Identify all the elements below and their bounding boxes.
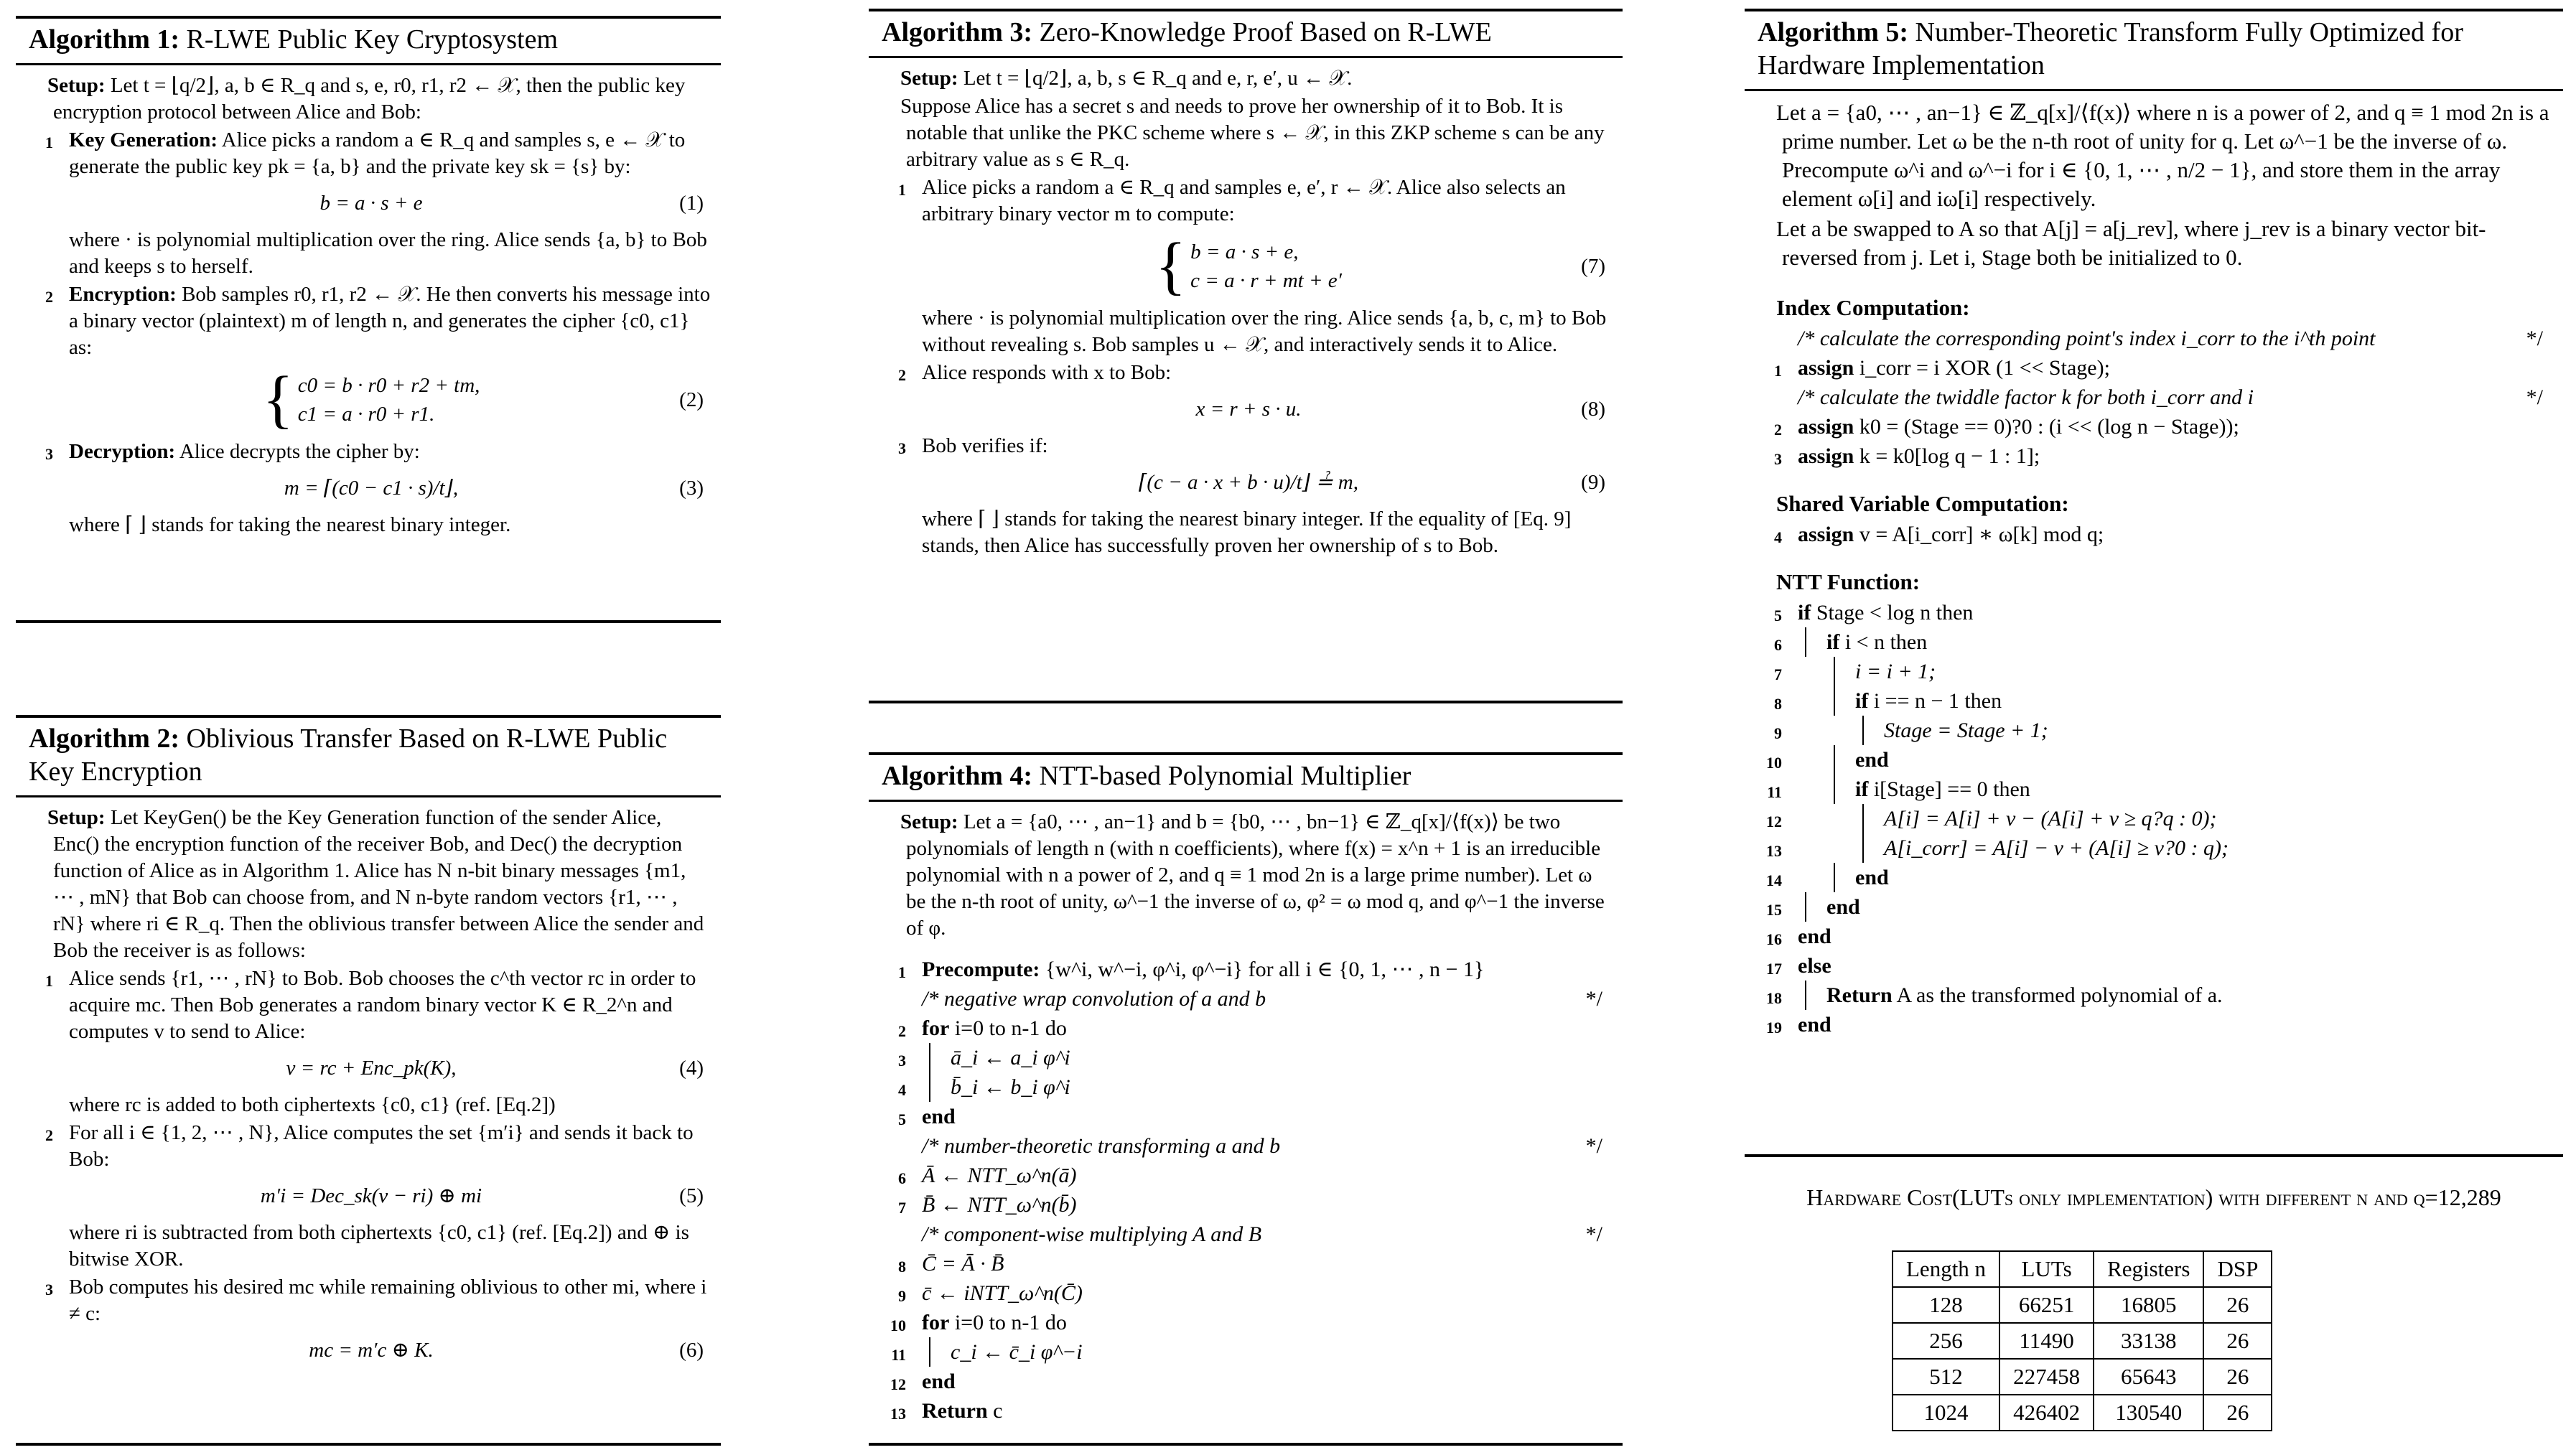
table-cell: 26 bbox=[2203, 1359, 2272, 1395]
code-text: C̄ = Ā · B̄ bbox=[922, 1252, 1004, 1276]
code-line bbox=[1760, 716, 2553, 745]
line-number: 15 bbox=[1766, 901, 1782, 919]
line-number: 12 bbox=[1766, 813, 1782, 831]
table-cell: 26 bbox=[2203, 1395, 2272, 1431]
alg5-shared-code bbox=[1760, 520, 2553, 549]
line-number: 6 bbox=[898, 1169, 906, 1187]
table-cell: 65643 bbox=[2094, 1359, 2203, 1395]
line-number: 10 bbox=[890, 1316, 906, 1334]
algorithm-4-header bbox=[869, 755, 1623, 802]
line-number: 2 bbox=[1774, 421, 1782, 439]
algorithm-5-header bbox=[1745, 11, 2563, 91]
line-number: 13 bbox=[890, 1405, 906, 1423]
equation-6 bbox=[32, 1337, 711, 1364]
equation-3-body: m = ⌈(c0 − c1 · s)/t⌋, bbox=[284, 477, 459, 500]
code-text: i_corr = i XOR (1 << Stage); bbox=[1854, 356, 2110, 380]
alg2-setup bbox=[32, 805, 711, 964]
equation-1-body: b = a · s + e bbox=[319, 192, 423, 215]
equation-5-body: m′i = Dec_sk(v − ri) ⊕ mi bbox=[260, 1184, 482, 1207]
table-header-cell: LUTs bbox=[1999, 1251, 2094, 1287]
equation-3 bbox=[32, 475, 711, 502]
table-cell: 128 bbox=[1893, 1287, 1999, 1323]
line-number: 17 bbox=[1766, 960, 1782, 978]
alg5-index-code bbox=[1760, 324, 2553, 471]
alg3-setup-label: Setup: bbox=[900, 67, 958, 90]
equation-4 bbox=[32, 1055, 711, 1082]
code-line bbox=[1760, 951, 2553, 981]
code-keyword: end bbox=[1855, 748, 1889, 772]
line-number: 8 bbox=[1774, 695, 1782, 713]
alg5-intro-2: Let a be swapped to A so that A[j] = a[j_rev], where j_rev is a binary vector bit-reversed from j. Let i, Stage both be initialized to 0. bbox=[1776, 216, 2486, 270]
comment-text: /* calculate the corresponding point's index i_corr to the i^th point bbox=[1798, 327, 2376, 350]
table-cell: 426402 bbox=[1999, 1395, 2094, 1431]
code-text: k = k0[log q − 1 : 1]; bbox=[1854, 444, 2040, 468]
alg3-setup bbox=[885, 65, 1613, 92]
code-keyword: assign bbox=[1798, 356, 1854, 380]
line-number: 8 bbox=[898, 1258, 906, 1276]
alg5-intro-1: Let a = {a0, ⋯ , an−1} ∈ ℤ_q[x]/⟨f(x)⟩ where n is a power of 2, and q ≡ 1 mod 2n is a prime number. Let ω be the n-th root of unity for q. Let ω^−1 be the inverse of ω. Precompute ω^i and ω^−i for i ∈ {0, 1, ⋯ , n/2 − 1}, and store them in the array element ω[i] and iω[i] respectively. bbox=[1776, 100, 2549, 211]
alg3-setup-2: Suppose Alice has a secret s and needs to prove her ownership of it to Bob. It is notable that unlike the PKC scheme where s ← 𝒳, in this ZKP scheme s can be any arbitrary value as s ∈ R_q. bbox=[900, 95, 1605, 171]
line-number: 5 bbox=[898, 1110, 906, 1128]
alg3-step3-after: where ⌈ ⌋ stands for taking the nearest binary integer. If the equality of [Eq. 9] stands, then Alice has successfully proven her ownership of s to Bob. bbox=[922, 507, 1572, 557]
code-line bbox=[885, 1278, 1613, 1308]
code-text: i=0 to n-1 do bbox=[949, 1016, 1067, 1040]
equation-7: { b = a · s + e, c = a · r + mt + e′ (7) bbox=[1154, 230, 1605, 301]
code-keyword: end bbox=[922, 1370, 956, 1393]
alg1-step1-label: Key Generation: bbox=[69, 128, 218, 151]
code-text: v = A[i_corr] ∗ ω[k] mod q; bbox=[1854, 523, 2104, 546]
code-line bbox=[885, 1396, 1613, 1426]
code-keyword: if bbox=[1798, 601, 1811, 624]
code-line bbox=[1760, 412, 2553, 441]
equation-6-body: mc = m′c ⊕ K. bbox=[309, 1339, 434, 1362]
code-line bbox=[885, 1072, 1613, 1102]
equation-8 bbox=[885, 396, 1613, 423]
alg3-step-2: 2 Alice responds with x to Bob: bbox=[898, 361, 1172, 384]
alg1-step-2: 2 Encryption: Bob samples r0, r1, r2 ← 𝒳. He then converts his message into a binary vector (plaintext) m of length n, and generates the cipher {c0, c1} as: bbox=[45, 283, 711, 359]
code-keyword: if bbox=[1826, 630, 1840, 654]
code-text: i[Stage] == 0 then bbox=[1868, 777, 2030, 801]
alg5-section-ntt: NTT Function: bbox=[1776, 569, 1921, 594]
code-keyword: Return bbox=[922, 1399, 988, 1423]
code-keyword: Precompute: bbox=[922, 958, 1040, 981]
alg4-setup bbox=[885, 809, 1613, 942]
comment-text: /* component-wise multiplying A and B bbox=[922, 1222, 1262, 1246]
line-number: 2 bbox=[898, 1022, 906, 1040]
code-comment bbox=[885, 1220, 1613, 1249]
algorithm-3-title: Zero-Knowledge Proof Based on R-LWE bbox=[1039, 17, 1492, 47]
hardware-cost-table bbox=[1892, 1250, 2272, 1431]
table-cell: 256 bbox=[1893, 1323, 1999, 1359]
table-cell: 26 bbox=[2203, 1287, 2272, 1323]
algorithm-1-label: Algorithm 1: bbox=[29, 24, 180, 55]
code-text: c̄ ← iNTT_ω^n(C̄) bbox=[922, 1281, 1083, 1305]
table-cell: 130540 bbox=[2094, 1395, 2203, 1431]
alg2-step2-after: where ri is subtracted from both ciphertexts {c0, c1} (ref. [Eq.2]) and ⊕ is bitwise XOR. bbox=[69, 1221, 689, 1271]
alg5-section-index: Index Computation: bbox=[1776, 295, 1970, 320]
algorithm-4 bbox=[869, 752, 1623, 1446]
line-number: 1 bbox=[1774, 362, 1782, 380]
line-number: 4 bbox=[1774, 528, 1782, 546]
code-keyword: for bbox=[922, 1016, 950, 1040]
code-line bbox=[885, 1043, 1613, 1072]
table-cell: 227458 bbox=[1999, 1359, 2094, 1395]
equation-2-line-a: c0 = b · r0 + r2 + tm, bbox=[297, 374, 480, 397]
code-line bbox=[885, 1337, 1613, 1367]
code-text: c_i ← c̄_i φ^−i bbox=[951, 1340, 1083, 1364]
equation-7-tag: (7) bbox=[1581, 254, 1605, 278]
code-text: b̄_i ← b_i φ^i bbox=[951, 1075, 1070, 1099]
table-cell: 16805 bbox=[2094, 1287, 2203, 1323]
code-text: A[i] = A[i] + v − (A[i] + v ≥ q?q : 0); bbox=[1884, 807, 2217, 831]
algorithm-5-label: Algorithm 5: bbox=[1758, 17, 1909, 47]
line-number: 5 bbox=[1774, 607, 1782, 624]
code-comment bbox=[885, 1131, 1613, 1161]
alg1-step3-label: Decryption: bbox=[69, 440, 176, 463]
table-cell: 33138 bbox=[2094, 1323, 2203, 1359]
comment-text: /* negative wrap convolution of a and b bbox=[922, 987, 1266, 1011]
alg1-step-1: 1 Key Generation: Alice picks a random a ∈ R_q and samples s, e ← 𝒳 to generate the public key pk = {a, b} and the private key sk = {s} by: bbox=[45, 128, 686, 178]
comment-text: /* calculate the twiddle factor k for both i_corr and i bbox=[1798, 385, 2254, 409]
line-number: 6 bbox=[1774, 636, 1782, 654]
code-keyword: if bbox=[1855, 689, 1869, 713]
line-number: 3 bbox=[898, 1052, 906, 1070]
algorithm-2-title: Oblivious Transfer Based on R-LWE Public Key Encryption bbox=[29, 724, 668, 787]
equation-6-tag: (6) bbox=[679, 1339, 704, 1362]
table-cell: 11490 bbox=[1999, 1323, 2094, 1359]
code-line bbox=[885, 1161, 1613, 1190]
algorithm-4-label: Algorithm 4: bbox=[882, 761, 1033, 791]
alg2-step-1: 1 Alice sends {r1, ⋯ , rN} to Bob. Bob chooses the c^th vector rc in order to acquire mc. Then Bob generates a random binary vector K ∈ R_2^n and computes v to send to Alice: bbox=[45, 967, 696, 1043]
code-line bbox=[885, 1014, 1613, 1043]
code-text: B̄ ← NTT_ω^n(b̄) bbox=[922, 1193, 1077, 1217]
code-line bbox=[885, 1249, 1613, 1278]
line-number: 19 bbox=[1766, 1019, 1782, 1037]
line-number: 7 bbox=[898, 1199, 906, 1217]
alg1-step3-after: where ⌈ ⌋ stands for taking the nearest binary integer. bbox=[69, 513, 511, 536]
code-keyword: end bbox=[1826, 895, 1860, 919]
line-number: 10 bbox=[1766, 754, 1782, 772]
equation-5-tag: (5) bbox=[679, 1184, 704, 1207]
line-number: 12 bbox=[890, 1375, 906, 1393]
code-line bbox=[1760, 745, 2553, 775]
algorithm-1 bbox=[16, 16, 721, 623]
alg1-step2-text: Bob samples r0, r1, r2 ← 𝒳. He then converts his message into a binary vector (plaintext) m of length n, and generates the cipher {c0, c1} as: bbox=[69, 283, 711, 359]
equation-3-tag: (3) bbox=[679, 477, 704, 500]
table-header-row bbox=[1893, 1251, 2272, 1287]
equation-1 bbox=[32, 190, 711, 217]
algorithm-2 bbox=[16, 715, 721, 1446]
equation-2-line-b: c1 = a · r0 + r1. bbox=[297, 403, 435, 426]
algorithm-1-header bbox=[16, 19, 721, 65]
code-text: A[i_corr] = A[i] − v + (A[i] ≥ v?0 : q); bbox=[1884, 836, 2229, 860]
table-header-cell: Length n bbox=[1893, 1251, 1999, 1287]
code-keyword: end bbox=[1798, 925, 1831, 948]
code-line bbox=[1760, 981, 2553, 1010]
code-line bbox=[885, 1367, 1613, 1396]
code-line bbox=[1760, 441, 2553, 471]
code-line bbox=[1760, 892, 2553, 922]
alg1-step-3: 3 Decryption: Alice decrypts the cipher by: bbox=[45, 440, 420, 463]
alg3-step3-text: Bob verifies if: bbox=[922, 434, 1048, 457]
code-line bbox=[1760, 775, 2553, 804]
alg5-ntt-code bbox=[1760, 598, 2553, 1039]
code-keyword: end bbox=[1798, 1013, 1831, 1037]
alg3-step2-text: Alice responds with x to Bob: bbox=[922, 361, 1172, 384]
code-keyword: Return bbox=[1826, 983, 1893, 1007]
comment-end: */ bbox=[1585, 1222, 1602, 1246]
alg1-setup-text: Let t = ⌊q/2⌋, a, b ∈ R_q and s, e, r0, r1, r2 ← 𝒳, then the public key encryption protocol between Alice and Bob: bbox=[53, 74, 686, 123]
comment-text: /* number-theoretic transforming a and b bbox=[922, 1134, 1281, 1158]
table-header-cell: DSP bbox=[2203, 1251, 2272, 1287]
algorithm-5 bbox=[1745, 9, 2563, 1157]
alg3-step1-text: Alice picks a random a ∈ R_q and samples e, e′, r ← 𝒳. Alice also selects an arbitrary binary vector m to compute: bbox=[922, 176, 1566, 225]
table-header-cell: Registers bbox=[2094, 1251, 2203, 1287]
algorithm-5-title: Number-Theoretic Transform Fully Optimized for Hardware Implementation bbox=[1758, 17, 2463, 80]
equation-1-tag: (1) bbox=[679, 192, 704, 215]
comment-end: */ bbox=[2526, 327, 2543, 350]
alg4-pseudocode bbox=[885, 955, 1613, 1426]
code-line bbox=[1760, 804, 2553, 833]
alg2-step3-text: Bob computes his desired mc while remaining oblivious to other mi, where i ≠ c: bbox=[69, 1276, 707, 1325]
code-line bbox=[885, 1190, 1613, 1220]
algorithm-4-title: NTT-based Polynomial Multiplier bbox=[1039, 761, 1411, 791]
code-line bbox=[1760, 922, 2553, 951]
alg1-setup-label: Setup: bbox=[47, 74, 106, 97]
equation-2: { c0 = b · r0 + r2 + tm, c1 = a · r0 + r1. (2) bbox=[262, 364, 704, 435]
code-keyword: end bbox=[1855, 866, 1889, 889]
code-line bbox=[1760, 686, 2553, 716]
alg1-step1-text: Alice picks a random a ∈ R_q and samples s, e ← 𝒳 to generate the public key pk = {a, b} and the private key sk = {s} by: bbox=[69, 128, 686, 178]
alg1-step1-after: where · is polynomial multiplication over the ring. Alice sends {a, b} to Bob and keeps s to herself. bbox=[69, 228, 707, 278]
line-number: 9 bbox=[1774, 724, 1782, 742]
code-text: i=0 to n-1 do bbox=[949, 1311, 1067, 1334]
code-text: Ā ← NTT_ω^n(ā) bbox=[922, 1164, 1077, 1187]
code-keyword: assign bbox=[1798, 415, 1854, 439]
code-keyword: end bbox=[922, 1105, 956, 1128]
alg2-step2-text: For all i ∈ {1, 2, ⋯ , N}, Alice computes the set {m′i} and sends it back to Bob: bbox=[69, 1121, 694, 1171]
equation-7-line-a: b = a · s + e, bbox=[1190, 240, 1299, 263]
code-text: k0 = (Stage == 0)?0 : (i << (log n − Stage)); bbox=[1854, 415, 2239, 439]
code-text: Stage = Stage + 1; bbox=[1884, 719, 2048, 742]
algorithm-3-label: Algorithm 3: bbox=[882, 17, 1033, 47]
equation-9-body: ⌈(c − a · x + b · u)/t⌋ ≟ m, bbox=[1139, 471, 1358, 494]
line-number: 9 bbox=[898, 1287, 906, 1305]
comment-end: */ bbox=[1585, 1134, 1602, 1158]
code-line bbox=[1760, 833, 2553, 863]
table-cell: 512 bbox=[1893, 1359, 1999, 1395]
code-line bbox=[1760, 1010, 2553, 1039]
line-number: 14 bbox=[1766, 871, 1782, 889]
code-line bbox=[1760, 627, 2553, 657]
code-comment bbox=[1760, 383, 2553, 412]
code-keyword: for bbox=[922, 1311, 950, 1334]
code-line bbox=[1760, 353, 2553, 383]
alg2-setup-text: Let KeyGen() be the Key Generation function of the sender Alice, Enc() the encryption function of the receiver Bob, and Dec() the decryption function of Alice as in Algorithm 1. Alice has N n-bit binary messages {m1, ⋯ , mN} that Bob can choose from, and N n-byte random vectors {r1, ⋯ , rN} where ri ∈ R_q. Then the oblivious transfer between Alice the sender and Bob the receiver is as follows: bbox=[53, 806, 704, 962]
code-text: {w^i, w^−i, φ^i, φ^−i} for all i ∈ {0, 1, ⋯ , n − 1} bbox=[1040, 958, 1485, 981]
code-text: A as the transformed polynomial of a. bbox=[1892, 983, 2223, 1007]
code-comment bbox=[1760, 324, 2553, 353]
alg2-step1-text: Alice sends {r1, ⋯ , rN} to Bob. Bob chooses the c^th vector rc in order to acquire mc. Then Bob generates a random binary vector K ∈ R_2^n and computes v to send to Alice: bbox=[69, 967, 696, 1043]
line-number: 11 bbox=[1767, 783, 1782, 801]
table-cell: 1024 bbox=[1893, 1395, 1999, 1431]
alg1-setup bbox=[32, 72, 711, 126]
code-keyword: if bbox=[1855, 777, 1869, 801]
code-text: i == n − 1 then bbox=[1868, 689, 2002, 713]
algorithm-1-title: R-LWE Public Key Cryptosystem bbox=[186, 24, 559, 55]
code-line bbox=[885, 1102, 1613, 1131]
alg1-step2-label: Encryption: bbox=[69, 283, 177, 306]
code-line bbox=[885, 955, 1613, 984]
equation-9-tag: (9) bbox=[1581, 471, 1605, 494]
line-number: 3 bbox=[1774, 450, 1782, 468]
table-row bbox=[1893, 1287, 2272, 1323]
table-cell: 66251 bbox=[1999, 1287, 2094, 1323]
code-text: i < n then bbox=[1839, 630, 1928, 654]
line-number: 11 bbox=[891, 1346, 906, 1364]
line-number: 13 bbox=[1766, 842, 1782, 860]
alg5-section-shared: Shared Variable Computation: bbox=[1776, 491, 2069, 516]
code-keyword: else bbox=[1798, 954, 1831, 978]
code-line bbox=[1760, 520, 2553, 549]
equation-8-tag: (8) bbox=[1581, 398, 1605, 421]
algorithm-2-header bbox=[16, 718, 721, 797]
equation-9 bbox=[885, 469, 1613, 496]
equation-4-body: v = rc + Enc_pk(K), bbox=[286, 1057, 457, 1080]
alg3-step-3: 3 Bob verifies if: bbox=[898, 434, 1048, 457]
equation-4-tag: (4) bbox=[679, 1057, 704, 1080]
algorithm-2-label: Algorithm 2: bbox=[29, 724, 180, 754]
alg2-step-2: 2 For all i ∈ {1, 2, ⋯ , N}, Alice computes the set {m′i} and sends it back to Bob: bbox=[45, 1121, 694, 1171]
code-line bbox=[1760, 598, 2553, 627]
alg4-setup-label: Setup: bbox=[900, 810, 958, 833]
line-number: 7 bbox=[1774, 665, 1782, 683]
equation-8-body: x = r + s · u. bbox=[1195, 398, 1302, 421]
alg2-setup-label: Setup: bbox=[47, 806, 106, 829]
equation-2-tag: (2) bbox=[679, 388, 704, 411]
code-line bbox=[1760, 657, 2553, 686]
line-number: 1 bbox=[898, 963, 906, 981]
alg3-setup-text: Let t = ⌊q/2⌋, a, b, s ∈ R_q and e, r, e′, u ← 𝒳. bbox=[963, 67, 1353, 90]
code-comment bbox=[885, 984, 1613, 1014]
algorithm-3-header bbox=[869, 11, 1623, 58]
table-row bbox=[1893, 1323, 2272, 1359]
line-number: 18 bbox=[1766, 989, 1782, 1007]
code-line bbox=[885, 1308, 1613, 1337]
table-caption: Hardware Cost(LUTs only implementation) with different n and q=12,289 bbox=[1806, 1184, 2501, 1210]
alg3-step1-after: where · is polynomial multiplication over the ring. Alice sends {a, b, c, m} to Bob without revealing s. Bob samples u ← 𝒳, and interactively sends it to Alice. bbox=[922, 307, 1607, 356]
code-line bbox=[1760, 863, 2553, 892]
equation-5 bbox=[32, 1183, 711, 1210]
code-keyword: assign bbox=[1798, 444, 1854, 468]
code-text: ā_i ← a_i φ^i bbox=[951, 1046, 1070, 1070]
alg1-step3-text: Alice decrypts the cipher by: bbox=[179, 440, 420, 463]
table-row bbox=[1893, 1395, 2272, 1431]
comment-end: */ bbox=[2526, 385, 2543, 409]
code-text: i = i + 1; bbox=[1855, 660, 1936, 683]
line-number: 4 bbox=[898, 1081, 906, 1099]
equation-7-line-b: c = a · r + mt + e′ bbox=[1190, 269, 1343, 292]
code-keyword: assign bbox=[1798, 523, 1854, 546]
alg4-setup-text: Let a = {a0, ⋯ , an−1} and b = {b0, ⋯ , bn−1} ∈ ℤ_q[x]/⟨f(x)⟩ be two polynomials of length n (with n coefficients), where f(x) = x^n + 1 is an irreducible polynomial with n a power of 2, and q ≡ 1 mod 2n is a large prime number). Let ω be the n-th root of unity, ω^−1 the inverse of ω, φ² = ω mod q, and φ^−1 the inverse of φ. bbox=[906, 810, 1605, 940]
line-number: 16 bbox=[1766, 930, 1782, 948]
algorithm-3 bbox=[869, 9, 1623, 703]
table-cell: 26 bbox=[2203, 1323, 2272, 1359]
code-text: Stage < log n then bbox=[1811, 601, 1974, 624]
table-row bbox=[1893, 1359, 2272, 1395]
alg2-step1-after: where rc is added to both ciphertexts {c0, c1} (ref. [Eq.2]) bbox=[69, 1093, 556, 1116]
alg3-step-1: 1 Alice picks a random a ∈ R_q and samples e, e′, r ← 𝒳. Alice also selects an arbitrary binary vector m to compute: bbox=[898, 176, 1566, 225]
alg2-step-3: 3 Bob computes his desired mc while remaining oblivious to other mi, where i ≠ c: bbox=[45, 1276, 707, 1325]
comment-end: */ bbox=[1585, 987, 1602, 1011]
code-text: c bbox=[987, 1399, 1003, 1423]
